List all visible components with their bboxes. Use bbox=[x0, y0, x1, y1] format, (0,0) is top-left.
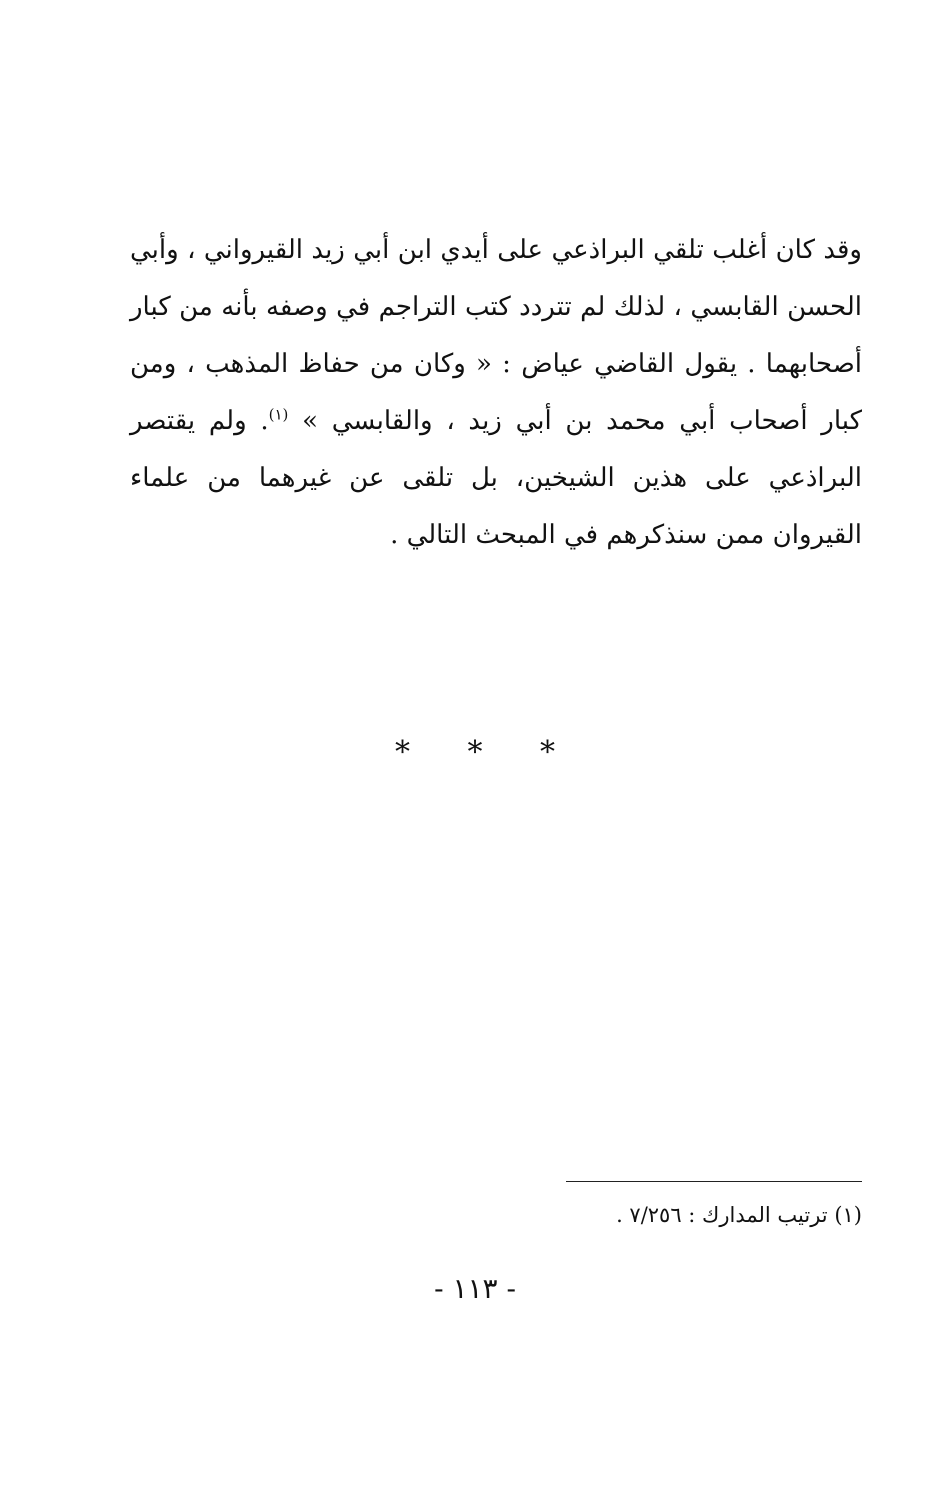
main-paragraph bbox=[130, 222, 862, 564]
footnote-divider bbox=[566, 1181, 862, 1182]
page-number: - ١١٣ - bbox=[434, 1272, 516, 1305]
paragraph-text-end: . ولم يقتصر البراذعي على هذين الشيخين، بل تلقى عن غيرهما من علماء القيروان ممن سنذكرهم في المبحث التالي . bbox=[130, 406, 862, 550]
paragraph-text-start: وقد كان أغلب تلقي البراذعي على أيدي ابن أبي زيد القيرواني ، وأبي الحسن القابسي ، لذلك لم تتردد كتب التراجم في وصفه بأنه من كبار أصحابهما . يقول القاضي عياض : « وكان من حفاظ المذهب ، ومن كبار أصحاب أبي محمد بن أبي زيد ، والقابسي » bbox=[130, 235, 863, 436]
section-separator-stars: * * * bbox=[394, 735, 556, 770]
footnote: (١) ترتيب المدارك : ٧/٢٥٦ . bbox=[616, 1203, 862, 1227]
footnote-reference-marker[interactable]: (١) bbox=[268, 405, 289, 424]
